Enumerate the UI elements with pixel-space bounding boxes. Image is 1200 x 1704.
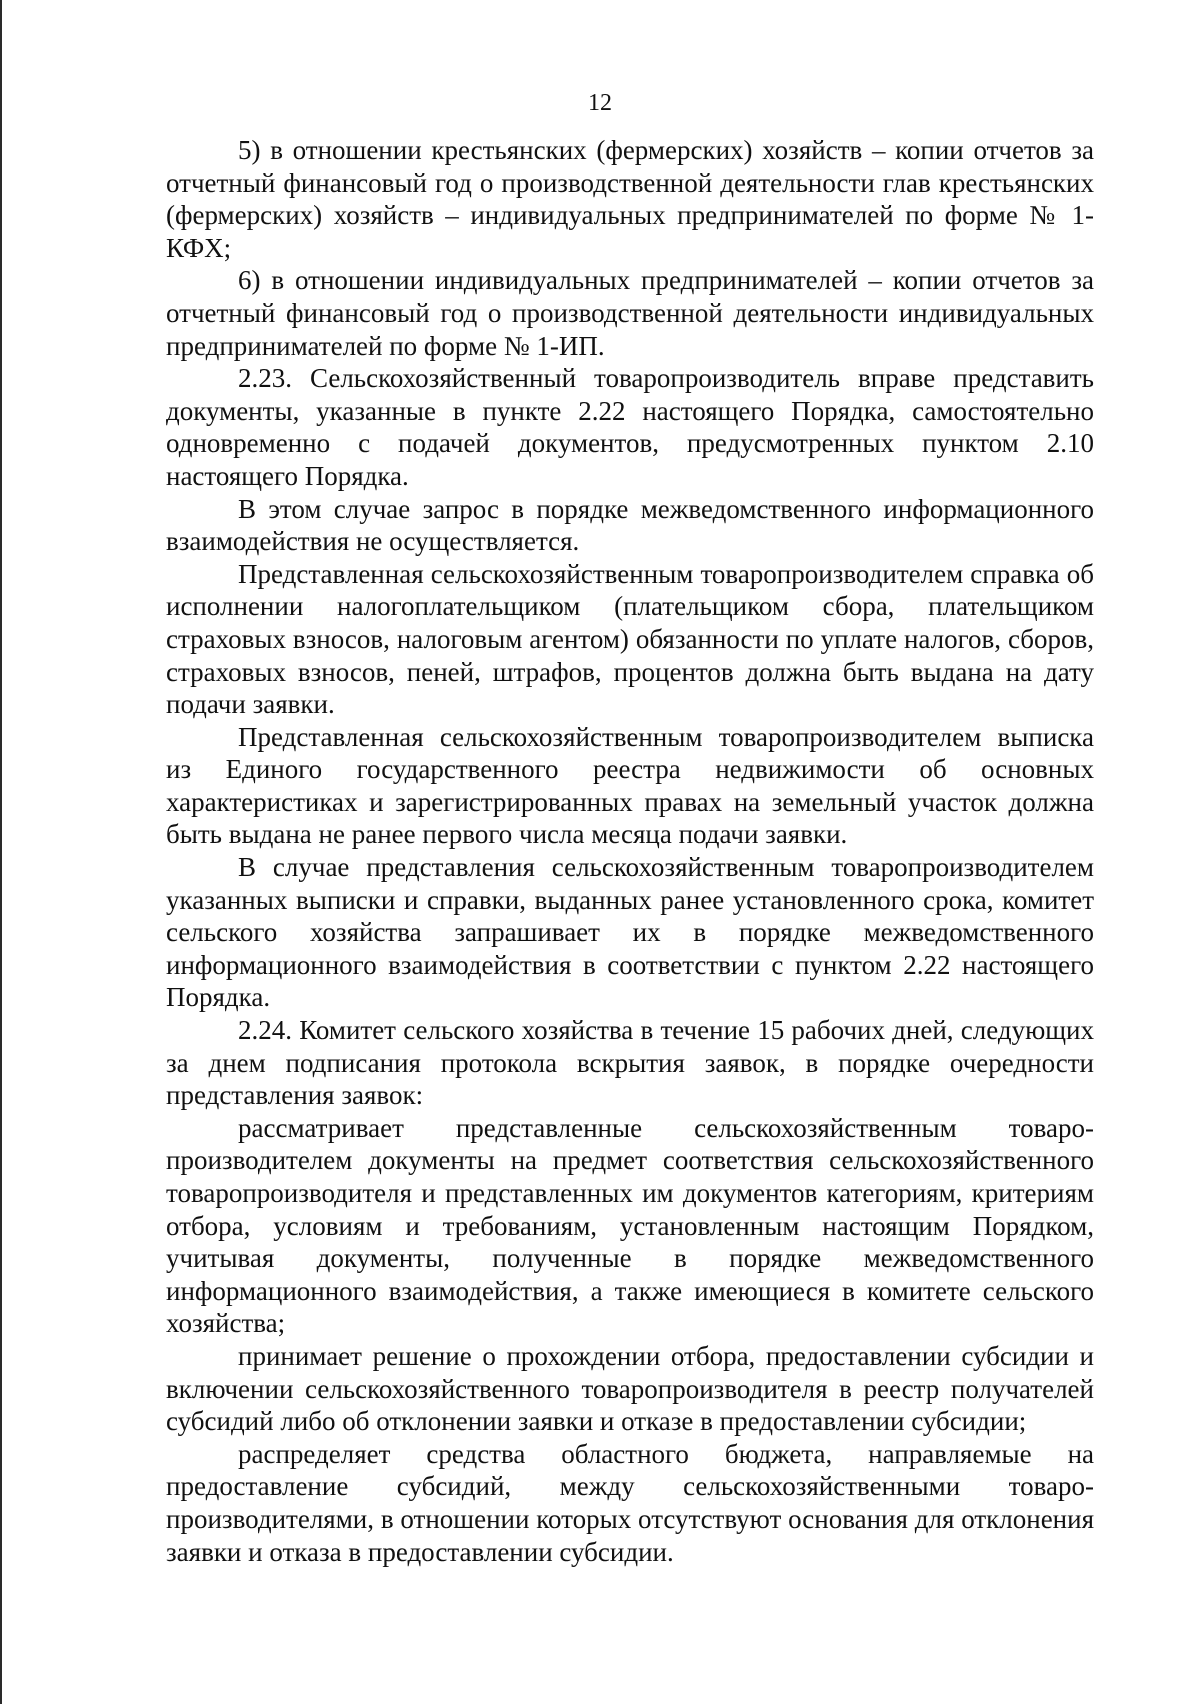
page-number: 12 bbox=[588, 90, 612, 116]
paragraph-item-6-ip: 6) в отношении индивидуальных предпринимателей – копии отчетов за отчетный финансовый год о производственной деятельности индивидуальных предпринимателей по форме № 1-ИП. bbox=[166, 265, 1094, 361]
paragraph-expired-documents: В случае представления сельскохозяйственным товаропроизводителем указанных выписки и справки, выданных ранее установленного срока, комитет сельского хозяйства запрашивает их в порядке межведомственного информационного взаимодействия в соответствии с пунктом 2.22 настоящего Порядка. bbox=[166, 852, 1094, 1013]
paragraph-makes-decision: принимает решение о прохождении отбора, предоставлении субсидии и включении сельскохозяйственного товаропроизводителя в реестр получателей субсидий либо об отклонении заявки и отказе в предоставлении субсидии; bbox=[166, 1340, 1094, 1437]
document-body bbox=[166, 134, 1094, 1568]
paragraph-item-5-kfh: 5) в отношении крестьянских (фермерских) хозяйств – копии отчетов за отчетный финансовый год о производственной деятельности глав крестьянских (фермерских) хозяйств – индивидуальных предпринимателей по форме № 1-КФХ; bbox=[166, 135, 1094, 263]
paragraph-egrn-extract: Представленная сельскохозяйственным товаропроизводителем выписка из Единого государственного реестра недвижимости об основных характеристиках и зарегистрированных правах на земельный участок должна быть выдана не ранее первого числа месяца подачи заявки. bbox=[166, 721, 1094, 850]
paragraph-2-23: 2.23. Сельскохозяйственный товаропроизводитель вправе представить документы, указанные в пункте 2.22 настоящего Порядка, самостоятельно одновременно с подачей документов, предусмотренных пунктом 2.10 настоящего Порядка. bbox=[166, 363, 1094, 491]
paragraph-no-interagency-request: В этом случае запрос в порядке межведомственного информационного взаимодействия не осуществляется. bbox=[166, 493, 1094, 557]
scan-edge bbox=[0, 0, 2, 1704]
paragraph-distributes-funds: распределяет средства областного бюджета, направляемые на предоставление субсидий, между сельскохозяйственными товаропроизводителями, в отношении которых отсутствуют основания для отклонения заявки и отказа в предоставлении субсидии. bbox=[166, 1438, 1094, 1567]
paragraph-reviews-documents: рассматривает представленные сельскохозяйственным товаропроизводителем документы на предмет соответствия сельскохозяйственного товаропроизводителя и представленных им документов категориям, критериям отбора, условиям и требованиям, установленным настоящим Порядком, учитывая документы, полученные в порядке межведомственного информационного взаимодействия, а также имеющиеся в комитете сельского хозяйства; bbox=[166, 1112, 1094, 1339]
paragraph-tax-certificate: Представленная сельскохозяйственным товаропроизводителем справка об исполнении налогоплательщиком (плательщиком сбора, плательщиком страховых взносов, налоговым агентом) обязанности по уплате налогов, сборов, страховых взносов, пеней, штрафов, процентов должна быть выдана на дату подачи заявки. bbox=[166, 558, 1094, 720]
paragraph-2-24: 2.24. Комитет сельского хозяйства в течение 15 рабочих дней, следующих за днем подписания протокола вскрытия заявок, в порядке очередности представления заявок: bbox=[166, 1015, 1094, 1111]
